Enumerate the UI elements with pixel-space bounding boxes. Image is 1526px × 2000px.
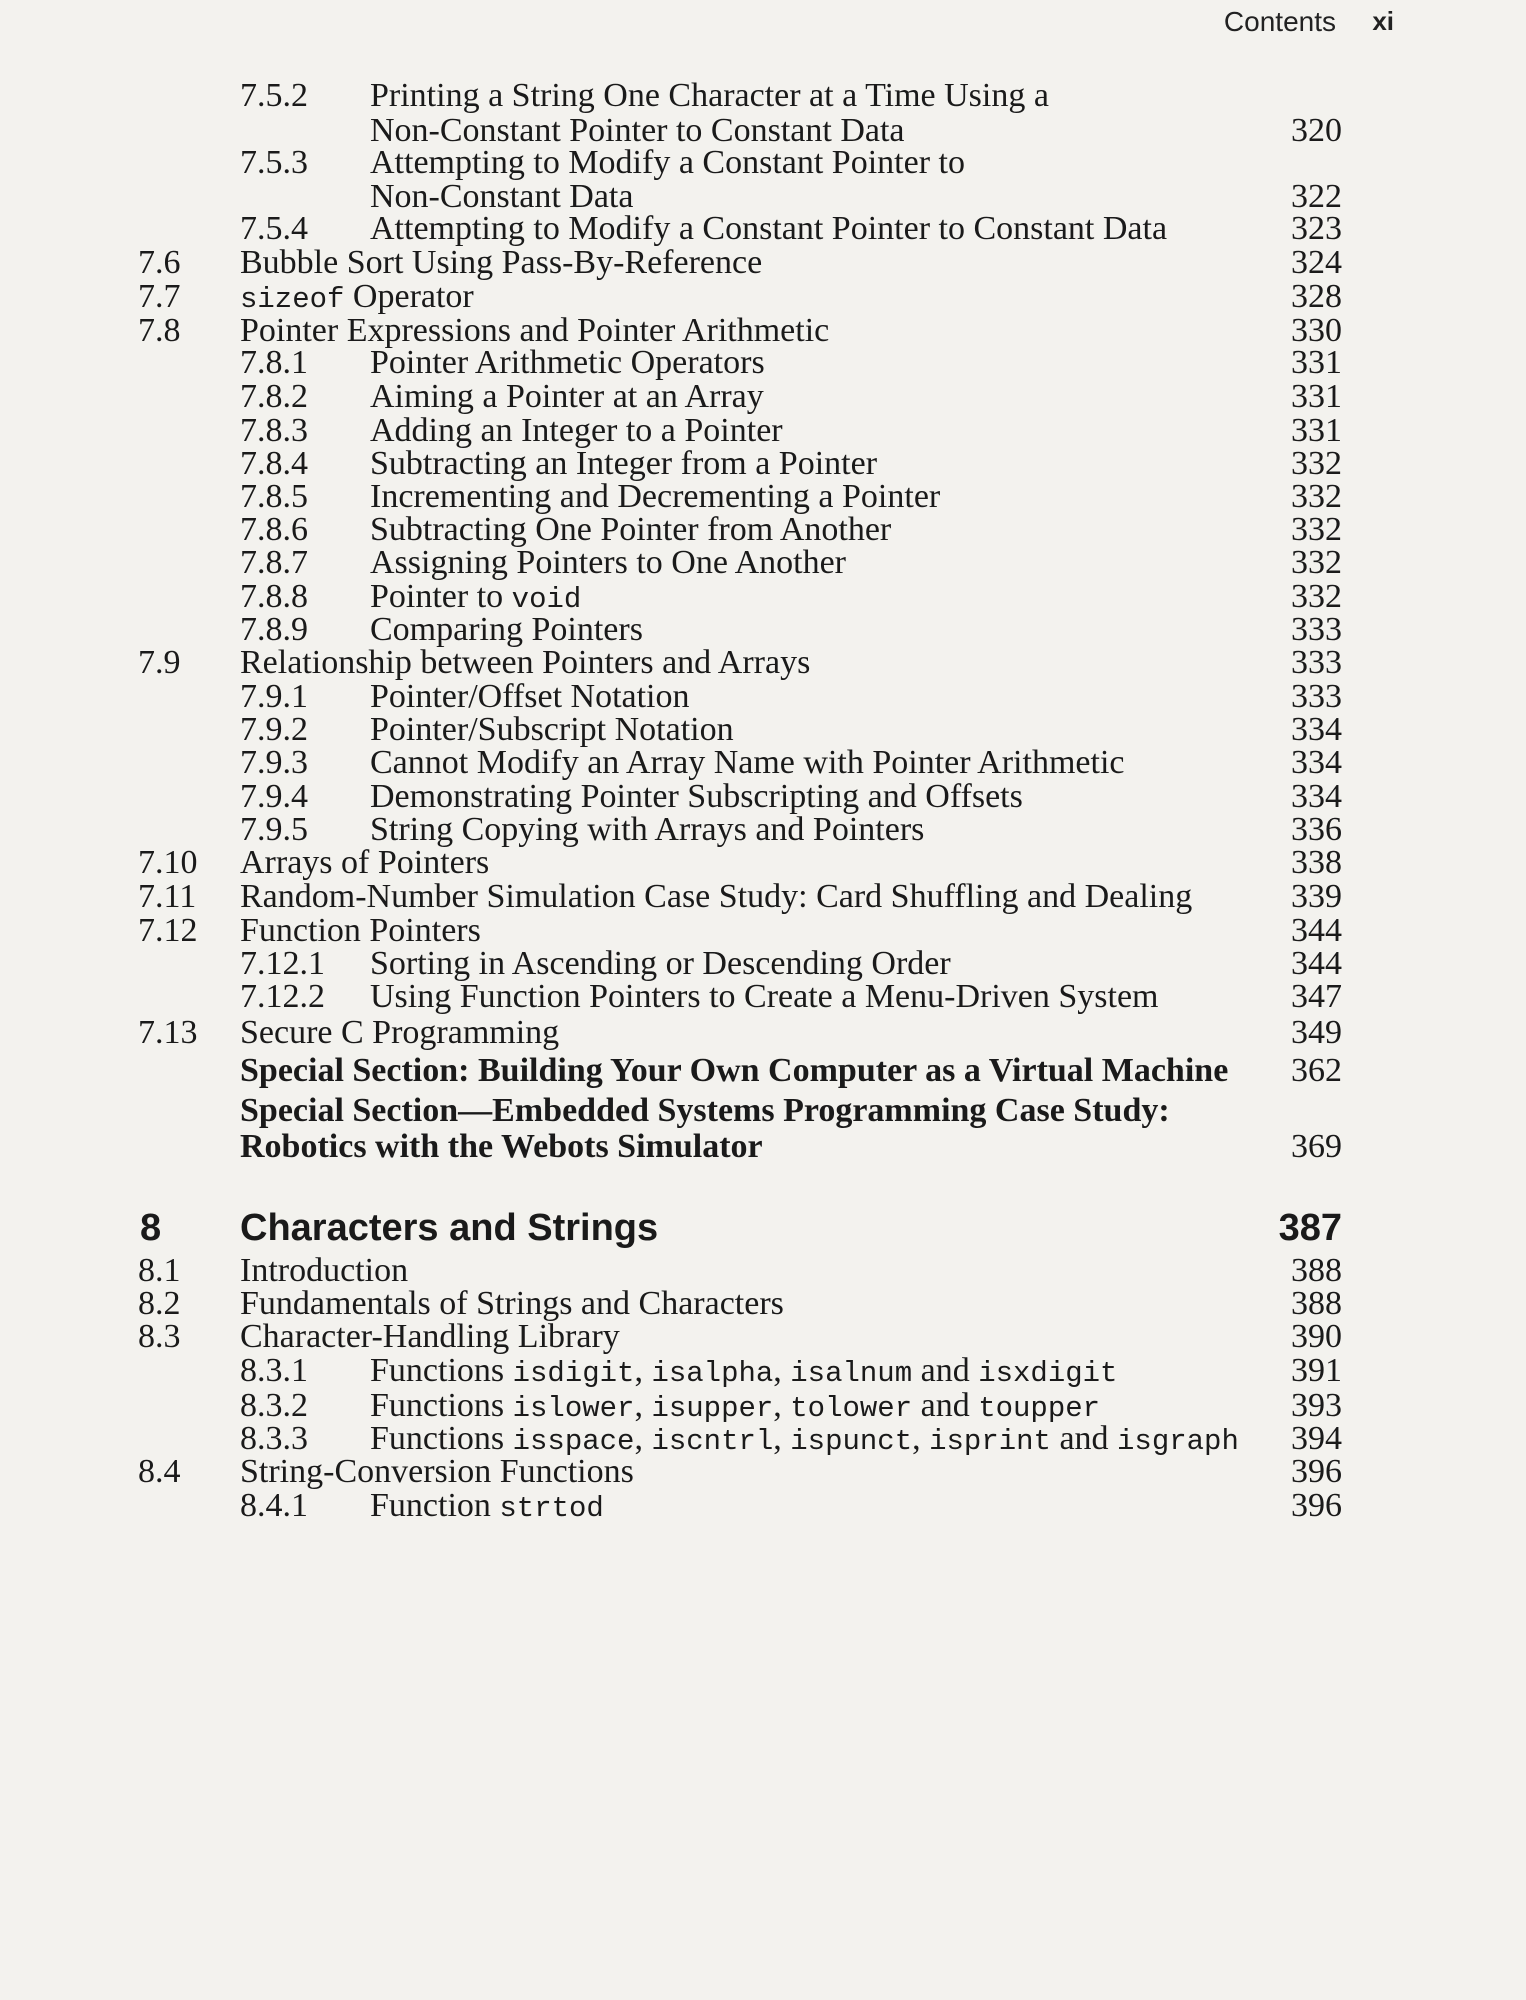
page-number: 349	[1291, 1014, 1342, 1051]
page-number: 322	[1291, 178, 1342, 215]
section-title: Pointer/Subscript Notation	[370, 711, 734, 748]
section-number: 7.8	[138, 312, 181, 349]
section-title: Random-Number Simulation Case Study: Card Shuffling and Dealing	[240, 878, 1193, 915]
section-number: 7.9.5	[240, 811, 308, 848]
page-number: 331	[1291, 412, 1342, 449]
section-title: Robotics with the Webots Simulator	[240, 1128, 763, 1165]
title-text: ,	[634, 1387, 652, 1424]
section-title: Pointer Expressions and Pointer Arithmetic	[240, 312, 830, 349]
section-title: Demonstrating Pointer Subscripting and Offsets	[370, 778, 1023, 815]
section-number: 7.5.2	[240, 77, 308, 114]
section-title: Character-Handling Library	[240, 1318, 620, 1355]
title-text: ,	[773, 1352, 791, 1389]
page-number: 393	[1291, 1387, 1342, 1424]
title-text: and	[1050, 1420, 1118, 1457]
page-number: 331	[1291, 378, 1342, 415]
section-number: 7.8.5	[240, 478, 308, 515]
code-term: tolower	[790, 1392, 913, 1425]
code-term: iscntrl	[651, 1425, 774, 1458]
code-term: sizeof	[240, 283, 345, 316]
section-title	[370, 1485, 604, 1530]
section-number: 7.11	[138, 878, 197, 915]
section-number: 7.8.2	[240, 378, 308, 415]
page-number: 390	[1291, 1318, 1342, 1355]
code-term: isupper	[651, 1392, 774, 1425]
code-term: isgraph	[1117, 1425, 1239, 1458]
title-text: Pointer to	[370, 578, 512, 615]
running-header	[1223, 6, 1394, 38]
page-number: 338	[1291, 844, 1342, 881]
section-number: 7.9.2	[240, 711, 308, 748]
page-number: 336	[1291, 811, 1342, 848]
page-number: 330	[1291, 312, 1342, 349]
page-number: 388	[1291, 1285, 1342, 1322]
section-title: Attempting to Modify a Constant Pointer to	[370, 144, 965, 181]
title-text: Functions	[370, 1420, 513, 1457]
code-term: islower	[512, 1392, 635, 1425]
section-title: Adding an Integer to a Pointer	[370, 412, 783, 449]
section-number: 8.2	[138, 1285, 181, 1322]
section-title: String Copying with Arrays and Pointers	[370, 811, 925, 848]
section-title: Subtracting an Integer from a Pointer	[370, 445, 878, 482]
section-number: 7.12	[138, 912, 198, 949]
code-term: isdigit	[512, 1357, 635, 1390]
page-number: 332	[1291, 544, 1342, 581]
toc-entry	[0, 1050, 1526, 1092]
section-title: Comparing Pointers	[370, 611, 643, 648]
section-title: Assigning Pointers to One Another	[370, 544, 846, 581]
page-number: 344	[1291, 945, 1342, 982]
section-number: 8	[140, 1207, 162, 1249]
code-term: isspace	[512, 1425, 635, 1458]
title-text: and	[912, 1352, 979, 1389]
title-text: and	[912, 1387, 979, 1424]
section-number: 7.6	[138, 244, 181, 281]
title-text: ,	[773, 1420, 791, 1457]
code-term: isprint	[929, 1425, 1051, 1458]
code-term: void	[511, 583, 582, 616]
section-number: 7.9.3	[240, 744, 308, 781]
code-term: isalpha	[651, 1357, 774, 1390]
section-title: Arrays of Pointers	[240, 844, 490, 881]
section-title: Relationship between Pointers and Arrays	[240, 644, 811, 681]
header-page-number: xi	[1372, 6, 1394, 36]
section-title: Subtracting One Pointer from Another	[370, 511, 892, 548]
section-number: 7.9	[138, 644, 181, 681]
section-number: 8.3.3	[240, 1420, 308, 1457]
section-title: Attempting to Modify a Constant Pointer to Constant Data	[370, 210, 1168, 247]
section-title: Special Section: Building Your Own Computer as a Virtual Machine	[240, 1052, 1229, 1089]
page-number: 394	[1291, 1420, 1342, 1457]
section-title: Fundamentals of Strings and Characters	[240, 1285, 784, 1322]
page-number: 320	[1291, 112, 1342, 149]
section-title: Non-Constant Data	[370, 178, 634, 215]
page-number: 334	[1291, 711, 1342, 748]
page-number: 362	[1291, 1052, 1342, 1089]
section-number: 7.8.4	[240, 445, 308, 482]
page-number: 331	[1291, 344, 1342, 381]
page-number: 396	[1291, 1487, 1342, 1524]
title-text: ,	[773, 1387, 791, 1424]
section-title: Incrementing and Decrementing a Pointer	[370, 478, 941, 515]
page-number: 369	[1291, 1128, 1342, 1165]
section-number: 7.8.7	[240, 544, 308, 581]
title-text: ,	[912, 1420, 930, 1457]
toc-entry	[0, 1012, 1526, 1054]
page-number: 323	[1291, 210, 1342, 247]
section-title: Aiming a Pointer at an Array	[370, 378, 764, 415]
page-number: 324	[1291, 244, 1342, 281]
section-number: 7.9.1	[240, 678, 308, 715]
page-number: 391	[1291, 1352, 1342, 1389]
code-term: toupper	[978, 1392, 1101, 1425]
page-number: 333	[1291, 611, 1342, 648]
section-number: 7.8.1	[240, 344, 308, 381]
section-title: Secure C Programming	[240, 1014, 560, 1051]
section-number: 7.8.3	[240, 412, 308, 449]
section-number: 7.8.6	[240, 511, 308, 548]
section-title: Bubble Sort Using Pass-By-Reference	[240, 244, 763, 281]
section-title: String-Conversion Functions	[240, 1453, 634, 1490]
section-number: 7.10	[138, 844, 198, 881]
section-number: 7.5.3	[240, 144, 308, 181]
section-title: Special Section—Embedded Systems Programming Case Study:	[240, 1092, 1170, 1129]
section-number: 8.1	[138, 1252, 181, 1289]
title-text: Operator	[344, 278, 474, 315]
header-label: Contents	[1223, 6, 1336, 37]
page-number: 339	[1291, 878, 1342, 915]
title-text: Function	[370, 1487, 500, 1524]
title-text: ,	[634, 1420, 652, 1457]
section-title: Characters and Strings	[240, 1207, 659, 1249]
section-number: 8.4.1	[240, 1487, 308, 1524]
page-number: 388	[1291, 1252, 1342, 1289]
section-number: 7.8.9	[240, 611, 308, 648]
section-number: 8.3.2	[240, 1387, 308, 1424]
section-title: Pointer Arithmetic Operators	[370, 344, 765, 381]
page-number: 387	[1278, 1207, 1342, 1249]
toc-entry	[0, 1485, 1526, 1527]
section-title: Non-Constant Pointer to Constant Data	[370, 112, 905, 149]
section-number: 7.13	[138, 1014, 198, 1051]
section-number: 7.7	[138, 278, 181, 315]
code-term: strtod	[499, 1492, 604, 1525]
page-number: 332	[1291, 578, 1342, 615]
title-text: ,	[634, 1352, 652, 1389]
page-number: 347	[1291, 978, 1342, 1015]
code-term: isxdigit	[978, 1357, 1118, 1390]
page-number: 333	[1291, 644, 1342, 681]
section-title: Introduction	[240, 1252, 409, 1289]
section-number: 7.12.1	[240, 945, 325, 982]
section-number: 8.3	[138, 1318, 181, 1355]
page-number: 396	[1291, 1453, 1342, 1490]
section-number: 7.12.2	[240, 978, 325, 1015]
title-text: Functions	[370, 1387, 513, 1424]
chapter-entry	[0, 1207, 1526, 1249]
page-number: 344	[1291, 912, 1342, 949]
section-number: 7.5.4	[240, 210, 308, 247]
page-number: 332	[1291, 445, 1342, 482]
page-number: 328	[1291, 278, 1342, 315]
section-title: Printing a String One Character at a Time Using a	[370, 77, 1049, 114]
section-title: Function Pointers	[240, 912, 481, 949]
section-title: Cannot Modify an Array Name with Pointer Arithmetic	[370, 744, 1125, 781]
section-number: 8.3.1	[240, 1352, 308, 1389]
page-number: 332	[1291, 511, 1342, 548]
code-term: isalnum	[790, 1357, 913, 1390]
section-title: Sorting in Ascending or Descending Order	[370, 945, 951, 982]
section-number: 7.9.4	[240, 778, 308, 815]
section-title: Pointer/Offset Notation	[370, 678, 690, 715]
page-number: 334	[1291, 744, 1342, 781]
section-title: Using Function Pointers to Create a Menu-Driven System	[370, 978, 1159, 1015]
page-number: 332	[1291, 478, 1342, 515]
toc-entry	[0, 1126, 1526, 1168]
title-text: Functions	[370, 1352, 513, 1389]
page-number: 333	[1291, 678, 1342, 715]
code-term: ispunct	[790, 1425, 913, 1458]
section-number: 8.4	[138, 1453, 181, 1490]
page-number: 334	[1291, 778, 1342, 815]
section-number: 7.8.8	[240, 578, 308, 615]
